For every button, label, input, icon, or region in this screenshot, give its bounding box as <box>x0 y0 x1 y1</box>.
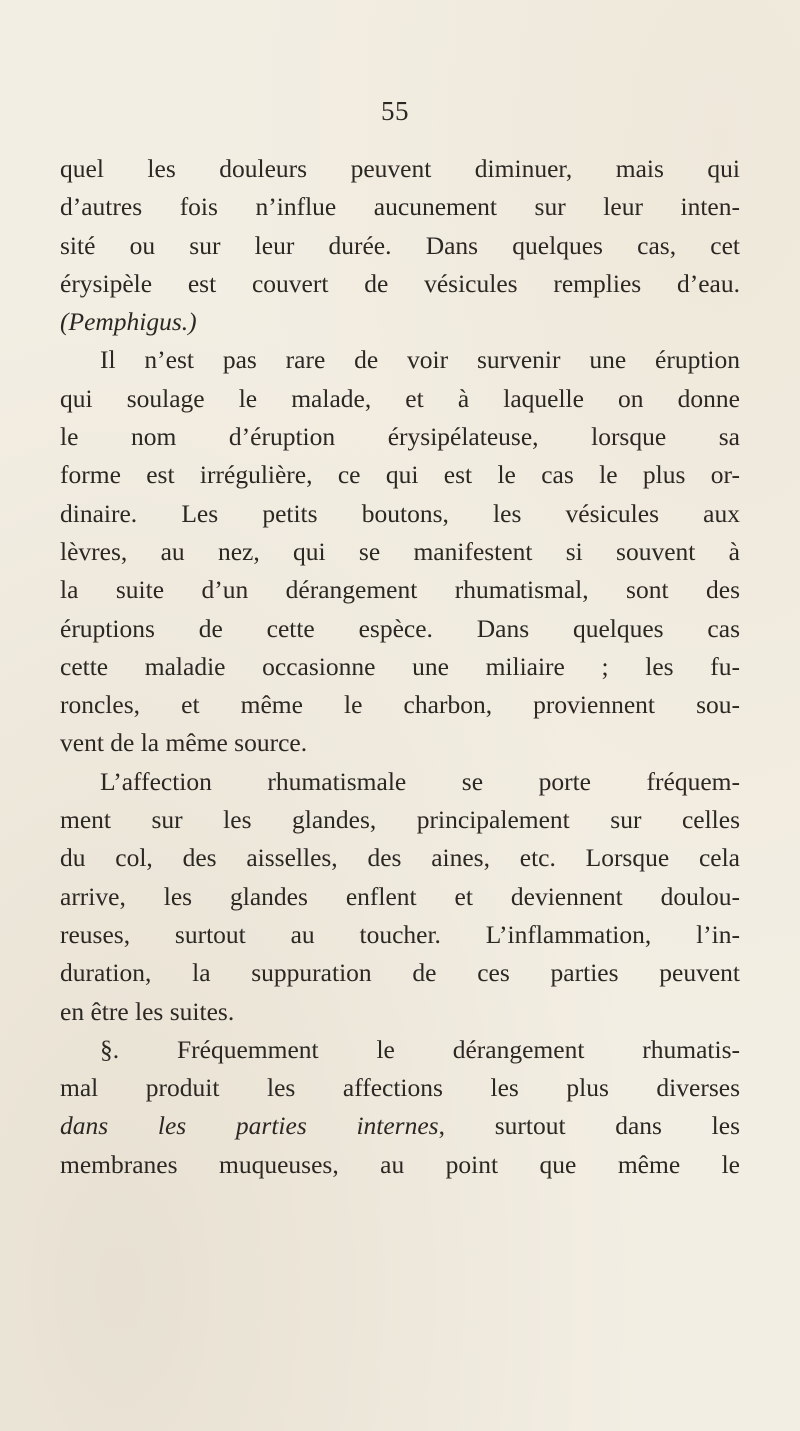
body-text <box>60 150 740 1184</box>
text-line: d’autres fois n’influe aucunement sur leur inten- <box>60 192 740 222</box>
paragraph-start-line: Il n’est pas rare de voir survenir une éruption <box>100 345 740 375</box>
text-line: forme est irrégulière, ce qui est le cas le plus or- <box>60 460 740 490</box>
text-line: quel les douleurs peuvent diminuer, mais qui <box>60 154 740 183</box>
text-line: vent de la même source. <box>60 728 308 758</box>
text-line: qui soulage le malade, et à laquelle on donne <box>60 383 740 413</box>
text-line <box>60 303 740 341</box>
text-line: membranes muqueuses, au point que même le <box>60 1149 740 1179</box>
text-line: duration, la suppuration de ces parties peuvent <box>60 958 740 988</box>
text-line: la suite d’un dérangement rhumatismal, sont des <box>60 575 740 605</box>
text-line: en être les suites. <box>60 996 235 1026</box>
text-line: le nom d’éruption érysipélateuse, lorsque sa <box>60 422 740 452</box>
text-line: sité ou sur leur durée. Dans quelques cas, cet <box>60 230 740 260</box>
text-line: mal produit les affections les plus diverses <box>60 1073 740 1103</box>
text-line: roncles, et même le charbon, proviennent sou- <box>60 690 740 720</box>
text-line: ment sur les glandes, principalement sur celles <box>60 805 740 835</box>
text-line: érysipèle est couvert de vésicules remplies d’eau. <box>60 268 740 298</box>
paragraph-start-line: §. Fréquemment le dérangement rhumatis- <box>100 1034 740 1064</box>
paragraph-start-line: L’affection rhumatismale se porte fréquem- <box>100 766 740 796</box>
text-line-mixed <box>60 1107 740 1145</box>
text-line: éruptions de cette espèce. Dans quelques cas <box>60 613 740 643</box>
text-line: du col, des aisselles, des aines, etc. Lorsque cela <box>60 843 740 873</box>
text-line: reuses, surtout au toucher. L’inflammation, l’in- <box>60 919 740 949</box>
text-fragment: , surtout dans les <box>438 1111 740 1141</box>
text-line: dinaire. Les petits boutons, les vésicules aux <box>60 498 740 528</box>
page-number: 55 <box>381 96 409 126</box>
text-line: cette maladie occasionne une miliaire ; les fu- <box>60 651 740 681</box>
italic-term: (Pemphigus.) <box>60 307 197 337</box>
italic-phrase: dans les parties internes <box>60 1111 439 1141</box>
text-line: lèvres, au nez, qui se manifestent si souvent à <box>60 536 740 566</box>
text-line: arrive, les glandes enflent et deviennent doulou- <box>60 881 740 911</box>
